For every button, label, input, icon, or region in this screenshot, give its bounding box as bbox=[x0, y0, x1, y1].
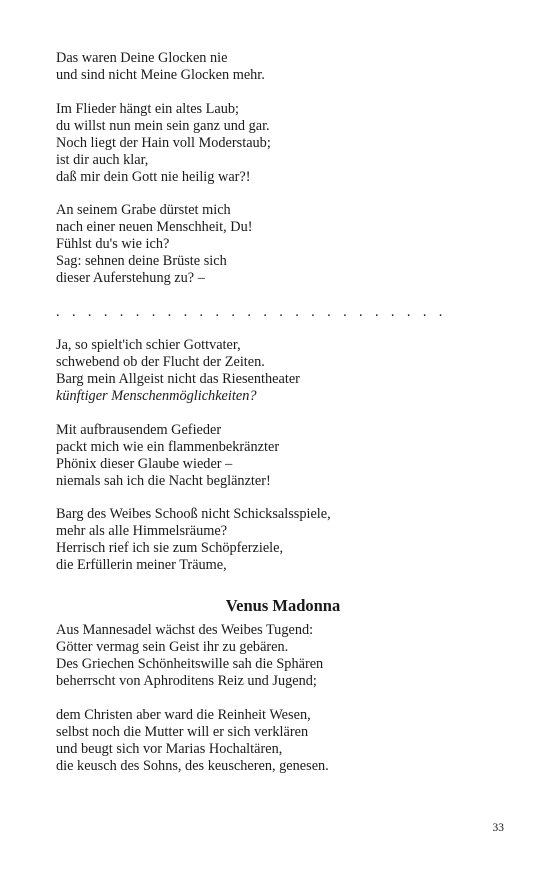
poem-venus-madonna bbox=[56, 622, 496, 775]
stanza bbox=[56, 707, 496, 775]
verse-line-italic: künftiger Menschenmöglichkeiten? bbox=[56, 388, 257, 404]
verse-line: Ja, so spielt'ich schier Gottvater, bbox=[56, 337, 241, 353]
verse-line: und beugt sich vor Marias Hochaltären, bbox=[56, 740, 283, 757]
poem-title: Venus Madonna bbox=[225, 596, 341, 615]
verse-line: Das waren Deine Glocken nie bbox=[56, 50, 228, 66]
verse-line: packt mich wie ein flammenbekränzter bbox=[56, 438, 280, 455]
stanza bbox=[56, 202, 496, 287]
ellipsis-separator-block bbox=[56, 304, 496, 321]
stanza bbox=[56, 422, 496, 490]
verse-line: Götter vermag sein Geist ihr zu gebären. bbox=[56, 639, 289, 655]
stanza bbox=[56, 337, 496, 405]
verse-line: beherrscht von Aphroditens Reiz und Jugend; bbox=[56, 673, 317, 689]
verse-line: schwebend ob der Flucht der Zeiten. bbox=[56, 354, 265, 370]
verse-line: Im Flieder hängt ein altes Laub; bbox=[56, 100, 240, 117]
verse-line: Fühlst du's wie ich? bbox=[56, 236, 170, 252]
verse-line: dieser Auferstehung zu? – bbox=[56, 270, 205, 286]
verse-line: Barg mein Allgeist nicht das Riesentheater bbox=[56, 371, 300, 387]
verse-line: nach einer neuen Menschheit, Du! bbox=[56, 219, 253, 235]
verse-line: mehr als alle Himmelsräume? bbox=[56, 523, 228, 539]
verse-line: die Erfüllerin meiner Träume, bbox=[56, 557, 227, 573]
verse-line: niemals sah ich die Nacht beglänzter! bbox=[56, 472, 271, 489]
verse-line: du willst nun mein sein ganz und gar. bbox=[56, 117, 270, 134]
verse-line: Mit aufbrausendem Gefieder bbox=[56, 421, 222, 438]
stanza bbox=[56, 101, 496, 186]
verse-line: Aus Mannesadel wächst des Weibes Tugend: bbox=[56, 622, 314, 638]
verse-line: Sag: sehnen deine Brüste sich bbox=[56, 253, 227, 269]
verse-line: die keusch des Sohns, des keuscheren, genesen. bbox=[56, 757, 329, 774]
verse-line: An seinem Grabe dürstet mich bbox=[56, 202, 231, 218]
verse-line: Herrisch rief ich sie zum Schöpferziele, bbox=[56, 540, 284, 556]
ellipsis-separator: . . . . . . . . . . . . . . . . . . . . . . . . . bbox=[56, 303, 447, 320]
verse-line: dem Christen aber ward die Reinheit Wesen, bbox=[56, 706, 311, 723]
verse-line: selbst noch die Mutter will er sich verklären bbox=[56, 723, 309, 740]
verse-line: Noch liegt der Hain voll Moderstaub; bbox=[56, 134, 271, 151]
verse-line: Barg des Weibes Schooß nicht Schicksalsspiele, bbox=[56, 506, 331, 522]
stanza bbox=[56, 50, 496, 84]
verse-line: ist dir auch klar, bbox=[56, 151, 149, 168]
page-number: 33 bbox=[492, 822, 504, 834]
stanza bbox=[56, 622, 496, 690]
poem-continuation-part-1 bbox=[56, 50, 496, 574]
verse-line: Des Griechen Schönheitswille sah die Sphären bbox=[56, 656, 324, 672]
stanza bbox=[56, 506, 496, 574]
verse-line: daß mir dein Gott nie heilig war?! bbox=[56, 168, 251, 185]
verse-line: Phönix dieser Glaube wieder – bbox=[56, 455, 233, 472]
verse-line: und sind nicht Meine Glocken mehr. bbox=[56, 67, 265, 83]
